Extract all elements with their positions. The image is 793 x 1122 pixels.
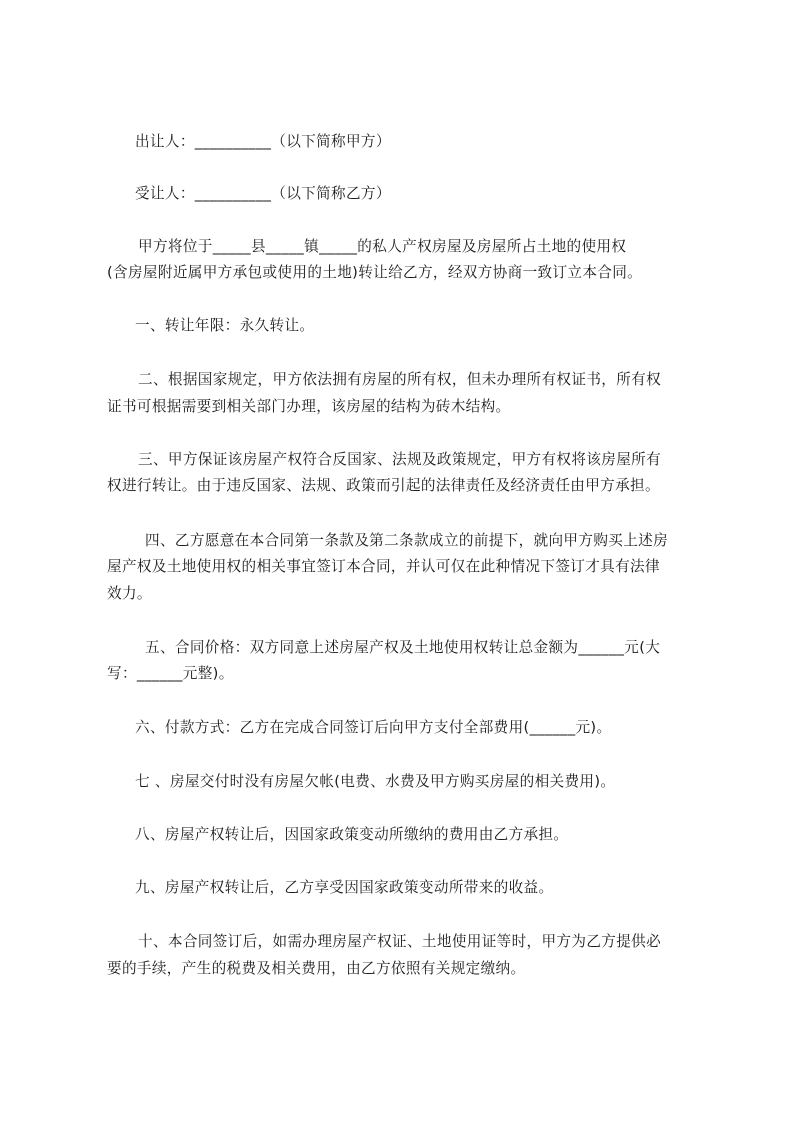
clause-1: 一、转让年限：永久转让。: [135, 317, 315, 334]
clause-5-cont: 写：______元整)。: [107, 665, 234, 682]
clause-8: 八、房屋产权转让后，因国家政策变动所缴纳的费用由乙方承担。: [135, 826, 569, 843]
clause-4: 四、乙方愿意在本合同第一条款及第二条款成立的前提下，就向甲方购买上述房: [145, 532, 669, 549]
transferor-line: 出让人：__________（以下简称甲方）: [135, 133, 391, 150]
clause-10: 十、本合同签订后，如需办理房屋产权证、土地使用证等时，甲方为乙方提供必: [138, 933, 662, 950]
clause-3-cont: 权进行转让。由于违反国家、法规、政策而引起的法律责任及经济责任由甲方承担。: [107, 477, 660, 494]
transferee-line: 受让人：__________（以下简称乙方）: [135, 185, 391, 202]
clause-5: 五、合同价格：双方同意上述房屋产权及土地使用权转让总金额为______元(大: [145, 639, 661, 656]
clause-10-cont: 要的手续，产生的税费及相关费用，由乙方依照有关规定缴纳。: [107, 960, 526, 977]
preamble-line: (含房屋附近属甲方承包或使用的土地)转让给乙方，经双方协商一致订立本合同。: [107, 264, 643, 281]
clause-2: 二、根据国家规定，甲方依法拥有房屋的所有权，但未办理所有权证书，所有权: [138, 371, 662, 388]
clause-4-cont: 效力。: [107, 585, 152, 602]
clause-7: 七 、房屋交付时没有房屋欠帐(电费、水费及甲方购买房屋的相关费用)。: [135, 773, 616, 790]
clause-6: 六、付款方式：乙方在完成合同签订后向甲方支付全部费用(______元)。: [135, 719, 612, 736]
preamble-line: 甲方将位于_____县_____镇_____的私人产权房屋及房屋所占土地的使用权: [138, 238, 627, 255]
clause-4-cont: 屋产权及土地使用权的相关事宜签订本合同，并认可仅在此种情况下签订才具有法律: [107, 558, 660, 575]
clause-9: 九、房屋产权转让后，乙方享受因国家政策变动所带来的收益。: [135, 879, 554, 896]
clause-2-cont: 证书可根据需要到相关部门办理，该房屋的结构为砖木结构。: [107, 398, 511, 415]
clause-3: 三、甲方保证该房屋产权符合反国家、法规及政策规定，甲方有权将该房屋所有: [138, 451, 662, 468]
